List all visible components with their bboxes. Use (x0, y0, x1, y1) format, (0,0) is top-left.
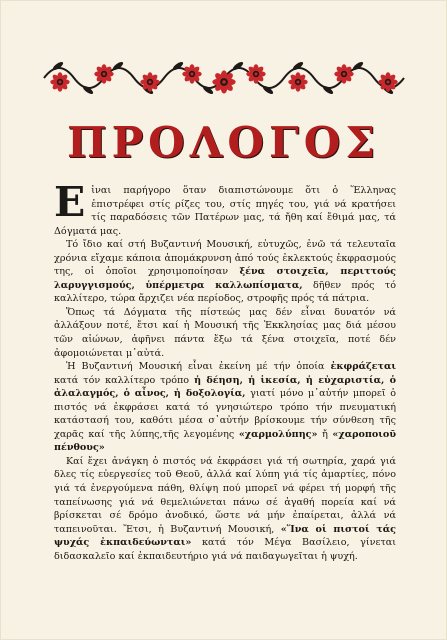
prologue-text (54, 178, 396, 563)
drop-cap: Ε (54, 178, 86, 226)
paragraph-4-bold-1: ἐκφράζεται (330, 361, 396, 373)
page-title: ΠΡΟΛΟΓΟΣ (66, 118, 381, 167)
paragraph-4-text-e: ἤ (317, 428, 333, 440)
paragraph-5-text-a: Καί ἔχει ἀνάγκη ὁ πιστός νά ἐκφράσει γιά τή σωτηρία, χαρά γιά δλες τίς εὐεργεσίες τοῦ Θεοῦ, ἀλλά καί λύπη γιά τίς ἁμαρτίες, πόνο γιά τά ἐνεργούμενα πάθη, θλίψη πού μπορεῖ νά φέρει τή μορφή τῆς ταπείνωσης γιά νά θεμελιώνεται πάνω σέ ἀγαθή πορεία καί νά βρίσκεται σέ δρόμο ἀνοδικό, ὥστε νά μήν ἐπαίρεται, ἀλλά νά ταπεινοῦται. Ἔτσι, ἡ Βυζαντινή Μουσική, (54, 455, 396, 535)
paragraph-1-text: ἰναι παρήγορο ὅταν διαπιστώνουμε ὅτι ὁ Ἕλληνας ἐπιστρέφει στίς ρίζες του, στίς πηγές του, γιά νά κρατήσει τίς παραδόσεις τῶν Πατέρων μας, τά ἤθη καί ἔθιμά μας, τά Δόγματά μας. (54, 185, 396, 237)
paragraph-4-text-a: Ἡ Βυζαντινή Μουσική εἶναι ἐκείνη μέ τήν ὁποία (66, 361, 331, 373)
paragraph-5 (54, 455, 396, 563)
paragraph-3: Ὅπως τά Δόγματα τῆς πίστεώς μας δέν εἶναι δυνατόν νά ἀλλάξουν ποτέ, ἔτσι καί ἡ Μουσική τῆς Ἐκκλησίας μας διά μέσου τῶν αἰώνων, ἀφῆνει πάντα ἔξω τά ξένα στοιχεῖα, ποτέ δέν ἀφομοιώνεται μ᾽αὐτά. (54, 306, 396, 359)
paragraph-2-text-c: δῆθεν πρός τό καλλίτερο, τώρα ἄρχιζει νέα περίοδος, στροφῆς πρός τά πάτρια. (54, 279, 396, 305)
paragraph-4-text-d: γιατί μόνο μ᾽αὐτήν μπορεῖ ὁ πιστός νά ἐκφράσει κατά τό γνησιώτερο τρόπο τήν πνευματική κατάστασή του, καθότι μέσα σ᾽αὐτήν βρίσκουμε τήν σύνθεση τῆς χαρᾶς καί τῆς λύπης,τῆς λεγομένης (54, 388, 396, 440)
paragraph-4-bold-4: «χαροποιοῦ πένθους» (54, 428, 396, 454)
paragraph-4-bold-3: «χαρμολύπης» (238, 428, 318, 440)
paragraph-1 (54, 178, 396, 238)
paragraph-2 (54, 238, 396, 306)
paragraph-5-text-c: κατά τόν Μέγα Βασίλειο, γίνεται διδασκαλεῖο καί ἐκπαιδευτήριο γιά νά παιδαγωγεῖται ἡ ψυχή. (54, 537, 396, 562)
paragraph-2-text-a: Τό ἴδιο καί στή Βυζαντινή Μουσική, εὐτυχῶς, ἐνῶ τά τελευταῖα χρόνια εἴχαμε κάποια ἀπομάκρυνση ἀπό τούς ἐκλεκτούς ἐκφρασμούς της, οἱ ὁποῖοι χρησιμοποίησαν (54, 239, 396, 278)
paragraph-4-text-c: κατά τόν καλλίτερο τρόπο (54, 374, 195, 386)
paragraph-4 (54, 360, 396, 455)
paragraph-4-bold-2: ἡ δέηση, ἡ ἱκεσία, ἡ εὐχαριστία, ὁ ἀλαλαγμός, ὁ αἶνος, ἡ δοξολογία, (54, 374, 396, 400)
paragraph-2-bold: ξένα στοιχεῖα, περιττούς λαρυγγισμούς, ὑπέρμετρα καλλωπίσματα, (54, 266, 396, 291)
floral-border-ornament-icon (42, 52, 405, 104)
paragraph-5-bold: «Ἵνα οἱ πιστοί τάς ψυχάς ἐκπαιδεύωνται» (54, 523, 396, 549)
